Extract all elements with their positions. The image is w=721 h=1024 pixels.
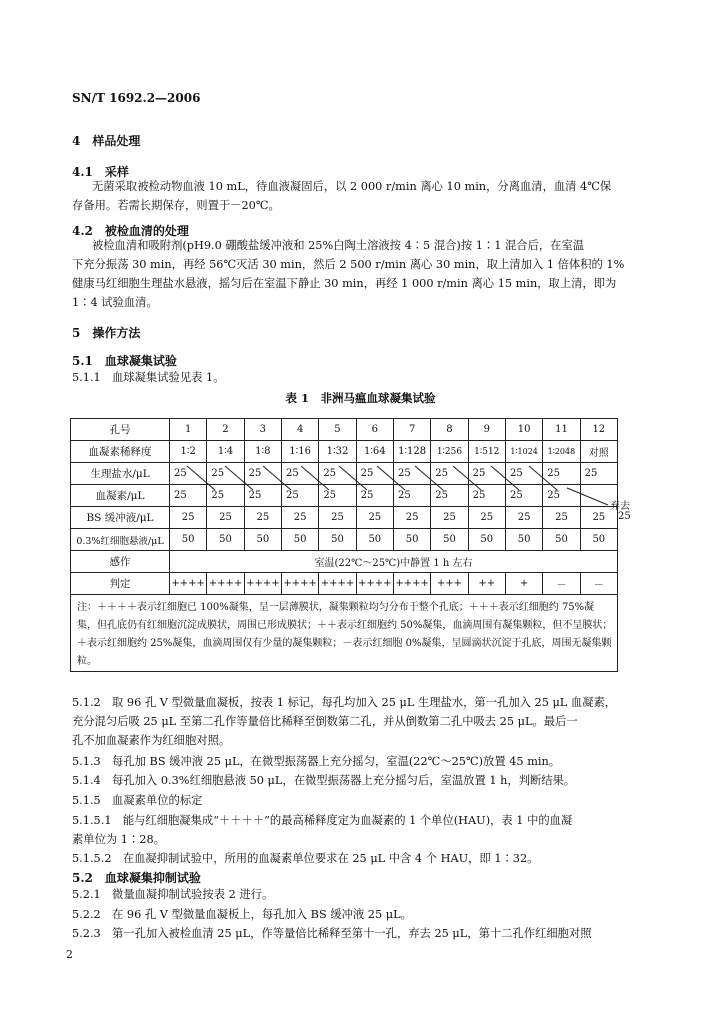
- saline-6: 25: [356, 463, 393, 485]
- judge-7: ++++: [393, 573, 430, 595]
- hole-5: 5: [319, 419, 356, 441]
- bs-4: 25: [281, 507, 318, 529]
- dilution-9: 1∶512: [468, 441, 505, 463]
- row-label-hole: 孔号: [71, 419, 170, 441]
- table-row-hemagglutinin: [71, 485, 618, 507]
- rbc-7: 50: [393, 529, 430, 551]
- section-5-1-2-line-3: 孔不加血凝素作为红细胞对照。: [72, 734, 231, 747]
- bs-6: 25: [356, 507, 393, 529]
- dilution-6: 1∶64: [356, 441, 393, 463]
- section-4-title: 4 样品处理: [72, 134, 141, 148]
- rbc-11: 50: [543, 529, 580, 551]
- judge-12: －: [580, 573, 617, 595]
- table-row-dilution: [71, 441, 618, 463]
- table-row-saline: [71, 463, 618, 485]
- table-row-bs: [71, 507, 618, 529]
- section-4-2-line-2: 下充分振荡 30 min，再经 56℃灭活 30 min，然后 2 500 r/min 离心 30 min，取上清加入 1 倍体积的 1%: [72, 258, 625, 271]
- row-label-hemagglutinin: 血凝素/μL: [71, 485, 170, 507]
- section-4-2-title: 4.2 被检血清的处理: [72, 224, 189, 238]
- saline-1: 25: [170, 463, 207, 485]
- saline-8: 25: [431, 463, 468, 485]
- section-5-1-5: 5.1.5 血凝素单位的标定: [72, 794, 203, 807]
- hole-10: 10: [505, 419, 542, 441]
- rbc-4: 50: [281, 529, 318, 551]
- hemagglutinin-11: 25: [543, 485, 580, 507]
- hemagglutinin-1: 25: [170, 485, 207, 507]
- row-label-dilution: 血凝素稀释度: [71, 441, 170, 463]
- section-4-2-line-3: 健康马红细胞生理盐水悬液，摇匀后在室温下静止 30 min，再经 1 000 r/min 离心 15 min，取上清，即为: [72, 277, 617, 290]
- section-5-2-2: 5.2.2 在 96 孔 V 型微量血凝板上，每孔加入 BS 缓冲液 25 μL。: [72, 908, 412, 921]
- table-row-note: [71, 595, 618, 672]
- bs-12: 25: [580, 507, 617, 529]
- bs-5: 25: [319, 507, 356, 529]
- saline-11: 25: [543, 463, 580, 485]
- bs-3: 25: [244, 507, 281, 529]
- section-5-2-title: 5.2 血球凝集抑制试验: [72, 871, 201, 885]
- document-code: SN/T 1692.2—2006: [72, 91, 201, 105]
- hole-4: 4: [281, 419, 318, 441]
- section-5-1-title: 5.1 血球凝集试验: [72, 354, 177, 368]
- row-label-saline: 生理盐水/μL: [71, 463, 170, 485]
- judge-6: ++++: [356, 573, 393, 595]
- rbc-1: 50: [170, 529, 207, 551]
- section-5-title: 5 操作方法: [72, 326, 141, 340]
- table-row-rbc: [71, 529, 618, 551]
- bs-8: 25: [431, 507, 468, 529]
- hemagglutinin-7: 25: [393, 485, 430, 507]
- saline-7: 25: [393, 463, 430, 485]
- discard-label: 弃去: [610, 501, 630, 512]
- section-5-1-2-line-1: 5.1.2 取 96 孔 V 型微量血凝板，按表 1 标记，每孔均加入 25 μL 生理盐水，第一孔加入 25 μL 血凝素，: [72, 696, 617, 709]
- table-row-action: [71, 551, 618, 573]
- section-4-1-line-1: 无菌采取被检动物血液 10 mL，待血液凝固后，以 2 000 r/min 离心 10 min，分离血清，血清 4℃保: [92, 180, 612, 193]
- row-label-bs: BS 缓冲液/μL: [71, 507, 170, 529]
- row-label-action: 感作: [71, 551, 170, 573]
- judge-2: ++++: [207, 573, 244, 595]
- section-5-1-5-1-line-2: 素单位为 1∶28。: [72, 833, 165, 846]
- dilution-11: 1∶2048: [543, 441, 580, 463]
- hole-9: 9: [468, 419, 505, 441]
- rbc-10: 50: [505, 529, 542, 551]
- saline-2: 25: [207, 463, 244, 485]
- dilution-5: 1∶32: [319, 441, 356, 463]
- judge-1: ++++: [170, 573, 207, 595]
- rbc-2: 50: [207, 529, 244, 551]
- table-1-title: 表 1 非洲马瘟血球凝集试验: [285, 391, 436, 405]
- row-label-judge: 判定: [71, 573, 170, 595]
- hole-7: 7: [393, 419, 430, 441]
- dilution-12: 对照: [580, 441, 617, 463]
- bs-1: 25: [170, 507, 207, 529]
- dilution-3: 1∶8: [244, 441, 281, 463]
- judge-8: +++: [431, 573, 468, 595]
- hemagglutinin-8: 25: [431, 485, 468, 507]
- section-4-2-line-4: 1∶4 试验血清。: [72, 296, 158, 309]
- page-number: 2: [66, 948, 73, 961]
- section-5-1-4: 5.1.4 每孔加入 0.3%红细胞悬液 50 μL，在微型振荡器上充分摇匀后，室温放置 1 h，判断结果。: [72, 774, 576, 787]
- saline-9: 25: [468, 463, 505, 485]
- action-text: 室温(22℃～25℃)中静置 1 h 左右: [170, 551, 618, 573]
- table-row-judge: [71, 573, 618, 595]
- section-5-2-3: 5.2.3 第一孔加入被检血清 25 μL，作等量倍比稀释至第十一孔，弃去 25 μL，第十二孔作红细胞对照: [72, 927, 592, 940]
- hole-1: 1: [170, 419, 207, 441]
- dilution-10: 1∶1024: [505, 441, 542, 463]
- rbc-12: 50: [580, 529, 617, 551]
- dilution-1: 1∶2: [170, 441, 207, 463]
- table-row-hole: [71, 419, 618, 441]
- table-1: [70, 418, 618, 672]
- judge-9: ++: [468, 573, 505, 595]
- dilution-4: 1∶16: [281, 441, 318, 463]
- section-5-1-5-1-line-1: 5.1.5.1 能与红细胞凝集成“＋＋＋＋”的最高稀释度定为血凝素的 1 个单位(HAU)，表 1 中的血凝: [72, 814, 573, 827]
- judge-5: ++++: [319, 573, 356, 595]
- dilution-8: 1∶256: [431, 441, 468, 463]
- judge-10: +: [505, 573, 542, 595]
- hole-8: 8: [431, 419, 468, 441]
- saline-3: 25: [244, 463, 281, 485]
- hole-6: 6: [356, 419, 393, 441]
- discard-volume: 25: [618, 511, 631, 522]
- judge-11: －: [543, 573, 580, 595]
- hemagglutinin-3: 25: [244, 485, 281, 507]
- saline-12: 25: [580, 463, 617, 485]
- bs-2: 25: [207, 507, 244, 529]
- saline-4: 25: [281, 463, 318, 485]
- hemagglutinin-10: 25: [505, 485, 542, 507]
- hemagglutinin-5: 25: [319, 485, 356, 507]
- section-5-1-2-line-2: 充分混匀后吸 25 μL 至第二孔作等量倍比稀释至倒数第二孔，并从倒数第二孔中吸去 25 μL。最后一: [72, 715, 578, 728]
- section-4-1-line-2: 存备用。若需长期保存，则置于－20℃。: [72, 199, 280, 212]
- hole-2: 2: [207, 419, 244, 441]
- bs-11: 25: [543, 507, 580, 529]
- section-4-1-title: 4.1 采样: [72, 165, 129, 179]
- bs-10: 25: [505, 507, 542, 529]
- section-5-1-3: 5.1.3 每孔加 BS 缓冲液 25 μL，在微型振荡器上充分摇匀，室温(22℃～25℃)放置 45 min。: [72, 755, 561, 768]
- hole-11: 11: [543, 419, 580, 441]
- section-5-2-1: 5.2.1 微量血凝抑制试验按表 2 进行。: [72, 888, 274, 901]
- hemagglutinin-2: 25: [207, 485, 244, 507]
- dilution-2: 1∶4: [207, 441, 244, 463]
- saline-5: 25: [319, 463, 356, 485]
- rbc-9: 50: [468, 529, 505, 551]
- table-note: 注：＋＋＋＋表示红细胞已 100%凝集，呈一层薄膜状，凝集颗粒均匀分布于整个孔底；＋＋＋表示红细胞约 75%凝集，但孔底仍有红细胞沉淀成膜状，周围已形成膜状；＋＋表示红细胞约 50%凝集，血滴周围有凝集颗粒，但不呈膜状；＋表示红细胞约 25%凝集，血滴周围仅有少量的凝集颗粒；－表示红细胞 0%凝集，呈圆滴状沉淀于孔底，周围无凝集颗粒。: [71, 595, 618, 672]
- judge-4: ++++: [281, 573, 318, 595]
- hole-12: 12: [580, 419, 617, 441]
- hemagglutinin-9: 25: [468, 485, 505, 507]
- rbc-5: 50: [319, 529, 356, 551]
- hemagglutinin-4: 25: [281, 485, 318, 507]
- rbc-3: 50: [244, 529, 281, 551]
- rbc-8: 50: [431, 529, 468, 551]
- section-5-1-1: 5.1.1 血球凝集试验见表 1。: [72, 371, 225, 384]
- hole-3: 3: [244, 419, 281, 441]
- saline-10: 25: [505, 463, 542, 485]
- bs-9: 25: [468, 507, 505, 529]
- dilution-7: 1∶128: [393, 441, 430, 463]
- bs-7: 25: [393, 507, 430, 529]
- section-4-2-line-1: 被检血清和吸附剂(pH9.0 硼酸盐缓冲液和 25%白陶土溶液按 4∶5 混合)按 1∶1 混合后，在室温: [92, 239, 585, 252]
- section-5-1-5-2: 5.1.5.2 在血凝抑制试验中，所用的血凝素单位要求在 25 μL 中含 4 个 HAU，即 1∶32。: [72, 852, 539, 865]
- hemagglutinin-6: 25: [356, 485, 393, 507]
- rbc-6: 50: [356, 529, 393, 551]
- row-label-rbc: 0.3%红细胞悬液/μL: [71, 529, 170, 551]
- judge-3: ++++: [244, 573, 281, 595]
